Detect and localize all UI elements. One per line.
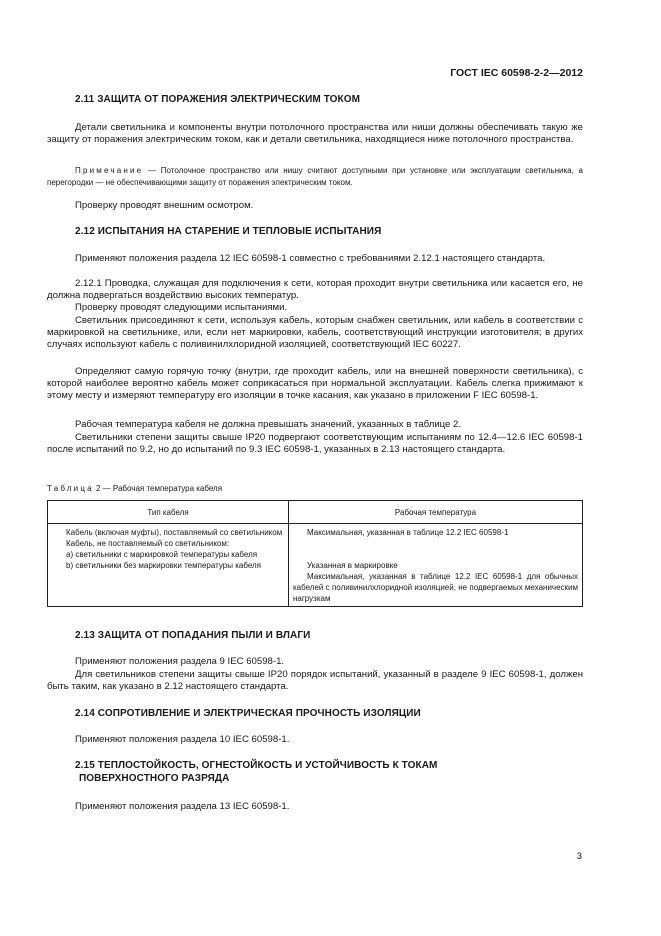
- document-header: ГОСТ IEC 60598-2-2—2012: [450, 67, 583, 79]
- section-2-12-1-paragraph: 2.12.1 Проводка, служащая для подключения к сети, которая проходит внутри светильника или касается его, не должна подвергаться воздействию высоких температур.: [47, 278, 583, 301]
- section-2-12-paragraph-3: Проверку проводят следующими испытаниями.: [75, 302, 288, 313]
- note-label: Примечание: [75, 166, 144, 175]
- cell-line: Максимальная, указанная в таблице 12.2 IEC 60598-1: [307, 528, 509, 537]
- cell-line: Указанная в маркировке: [307, 561, 398, 570]
- table-header-row: [48, 501, 583, 524]
- page-number: 3: [576, 851, 582, 862]
- table-row: [48, 524, 583, 607]
- cell-line: b) светильники без маркировки температуры кабеля: [66, 561, 262, 570]
- section-2-12-paragraph-6: Рабочая температура кабеля не должна превышать значений, указанных в таблице 2.: [75, 419, 462, 430]
- column-header-cable-type: Тип кабеля: [48, 501, 289, 524]
- table-cell-cable-type: [48, 524, 289, 607]
- section-2-12-paragraph-1: Применяют положения раздела 12 IEC 60598-1 совместно с требованиями 2.12.1 настоящего стандарта.: [75, 253, 546, 264]
- column-header-working-temperature: Рабочая температура: [289, 501, 583, 524]
- section-2-14-paragraph-1: Применяют положения раздела 10 IEC 60598-1.: [75, 734, 290, 745]
- section-2-12-paragraph-5: Определяют самую горячую точку (внутри, где проходит кабель, или на внешней поверхности светильника), с которой наиболее вероятно кабель может соприкасаться при нормальной эксплуатации. Кабель слегка прижимают к этому месту и измеряют температуру его изоляции в точке касания, как указано в приложении F IEC 60598-1.: [47, 366, 583, 401]
- table-2-caption: [47, 484, 222, 493]
- section-2-12-paragraph-7: Светильники степени защиты свыше IP20 подвергают соответствующим испытаниям по 12.4—12.6 IEC 60598-1 после испытаний по 9.2, но до испытаний по 9.3 IEC 60598-1, указанных в 2.13 настоящего стандарта.: [47, 432, 583, 455]
- section-2-12-paragraph-4: Светильник присоединяют к сети, используя кабель, которым снабжен светильник, или кабель в соответствии с маркировкой на светильнике, или, если нет маркировки, кабель, соответствующий инструкции изготовителя; в других случаях используют кабель с поливинилхлоридной изоляцией, соответствующий IEC 60227.: [47, 315, 583, 350]
- table-caption-text: 2 — Рабочая температура кабеля: [93, 484, 223, 493]
- section-2-12-heading: 2.12 ИСПЫТАНИЯ НА СТАРЕНИЕ И ТЕПЛОВЫЕ ИСПЫТАНИЯ: [75, 226, 382, 237]
- cell-line: Кабель, не поставляемый со светильником:: [66, 539, 230, 548]
- section-2-15-heading-line-1: 2.15 ТЕПЛОСТОЙКОСТЬ, ОГНЕСТОЙКОСТЬ И УСТОЙЧИВОСТЬ К ТОКАМ: [75, 760, 438, 771]
- section-2-13-paragraph-2: Для светильников степени защиты свыше IP20 порядок испытаний, указанный в разделе 9 IEC 60598-1, должен быть таким, как указано в 2.12 настоящего стандарта.: [47, 669, 583, 692]
- section-2-14-heading: 2.14 СОПРОТИВЛЕНИЕ И ЭЛЕКТРИЧЕСКАЯ ПРОЧНОСТЬ ИЗОЛЯЦИИ: [75, 708, 421, 719]
- section-2-13-paragraph-1: Применяют положения раздела 9 IEC 60598-1.: [75, 656, 285, 667]
- cell-line: Кабель (включая муфты), поставляемый со светильником: [66, 528, 283, 537]
- section-2-13-heading: 2.13 ЗАЩИТА ОТ ПОПАДАНИЯ ПЫЛИ И ВЛАГИ: [75, 630, 311, 641]
- table-caption-label: Таблица: [47, 484, 94, 493]
- section-2-11-paragraph-1: Детали светильника и компоненты внутри потолочного пространства или ниши должны обеспечивать такую же защиту от поражения электрическим током, как и детали светильника, находящиеся ниже потолочного пространства.: [47, 122, 583, 145]
- cell-line: а) светильники с маркировкой температуры кабеля: [66, 550, 258, 559]
- section-2-15-paragraph-1: Применяют положения раздела 13 IEC 60598-1.: [75, 801, 290, 812]
- cable-temperature-table: [47, 500, 583, 607]
- table-cell-temperature: [289, 524, 583, 607]
- note-text: — Потолочное пространство или нишу считают доступными при установке или эксплуатации светильника, а перегородки — не обеспечивающими защиту от поражения электрическим током.: [47, 166, 583, 187]
- section-2-15-heading-line-2: ПОВЕРХНОСТНОГО РАЗРЯДА: [79, 773, 230, 784]
- cell-line: Максимальная, указанная в таблице 12.2 IEC 60598-1 для обычных кабелей с поливинилхлоридной изоляцией, не подвергаемых механическим нагрузкам: [293, 572, 578, 603]
- section-2-11-paragraph-2: Проверку проводят внешним осмотром.: [75, 200, 254, 211]
- section-2-11-heading: 2.11 ЗАЩИТА ОТ ПОРАЖЕНИЯ ЭЛЕКТРИЧЕСКИМ ТОКОМ: [75, 94, 361, 105]
- section-2-11-note: [47, 165, 583, 189]
